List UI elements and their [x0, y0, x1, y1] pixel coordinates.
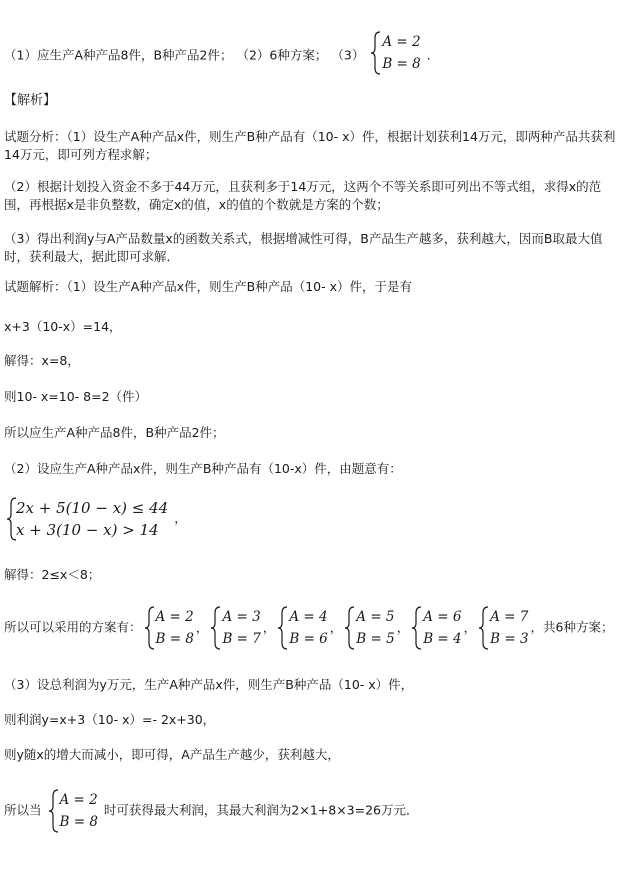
brace-icon: [478, 606, 490, 650]
plans-suffix: ，共6种方案；: [530, 619, 614, 635]
solution-s2: x+3（10-x）=14，: [4, 319, 122, 334]
plan-eq-a: A = 5: [356, 609, 395, 625]
solution-s11: 则y随x的增大而减小，即可得，A产品生产越少，获利越大，: [4, 747, 340, 762]
plan-eq-b: B = 5: [356, 631, 395, 647]
final-suffix: 时可获得最大利润，其最大利润为2×1+8×3=26万元．: [103, 802, 419, 818]
plan-eq-b: B = 6: [289, 631, 328, 647]
final-eq-a: A = 2: [59, 792, 98, 808]
inequality-end: ，: [174, 510, 187, 526]
solution-s5: 所以应生产A种产品8件，B种产品2件；: [4, 425, 225, 440]
solution-s6: （2）设应生产A种产品x件，则生产B种产品有（10-x）件，由题意有：: [4, 461, 402, 476]
plan-separator: ，: [329, 619, 343, 635]
plan-system: [411, 606, 461, 650]
solution-s3: 解得：x=8，: [4, 353, 80, 368]
solution-s9: （3）设总利润为y万元，生产A种产品x件，则生产B种产品（10- x）件，: [4, 677, 414, 692]
plan-eq-b: B = 7: [222, 631, 261, 647]
plan-eq-b: B = 3: [490, 631, 529, 647]
plan-system: [277, 606, 327, 650]
brace-icon: [6, 497, 18, 541]
plan-eq-a: A = 7: [490, 609, 529, 625]
plan-separator: ，: [396, 619, 410, 635]
brace-icon: [370, 31, 382, 75]
plan-system: [478, 606, 528, 650]
brace-icon: [210, 606, 222, 650]
plans-line: [4, 606, 614, 650]
final-prefix: 所以当: [4, 802, 42, 818]
analysis-p2: （2）根据计划投入资金不多于44万元，且获利多于14万元，这两个不等关系即可列出不等式组，求得x的范围，再根据x是非负整数，确定x的值，x的值的个数就是方案的个数；: [4, 179, 602, 212]
brace-icon: [344, 606, 356, 650]
brace-icon: [277, 606, 289, 650]
analysis-p3: （3）得出利润y与A产品数量x的函数关系式，根据增减性可得，B产品生产越多，获利越大，因而B取最大值时，获利最大，据此即可求解．: [4, 231, 603, 264]
brace-icon: [48, 789, 60, 833]
answer-part2: （2）6种方案；: [236, 47, 328, 63]
plans-list: [142, 609, 531, 647]
plan-system: [344, 606, 394, 650]
plan-eq-a: A = 3: [222, 609, 261, 625]
solution-s10: 则利润y=x+3（10- x）=- 2x+30，: [4, 712, 216, 727]
section-header: 【解析】: [4, 93, 57, 108]
inequality-system-line: [4, 497, 187, 541]
brace-icon: [411, 606, 423, 650]
plan-system: [144, 606, 194, 650]
answer-part1: （1）应生产A种产品8件，B种产品2件；: [4, 47, 233, 63]
final-eq-b: B = 8: [59, 814, 98, 830]
answer-part3: （3）: [331, 47, 365, 63]
plans-prefix: 所以可以采用的方案有：: [4, 619, 142, 635]
plan-separator: ，: [262, 619, 276, 635]
final-system: [48, 789, 98, 833]
plan-system: [210, 606, 260, 650]
analysis-p1: 试题分析：（1）设生产A种产品x件，则生产B种产品有（10- x）件，根据计划获利14万元，即两种产品共获利14万元，即可列方程求解；: [4, 129, 616, 162]
brace-icon: [144, 606, 156, 650]
inequality-1: 2x + 5(10 − x) ≤ 44: [16, 499, 169, 517]
final-line: [4, 789, 419, 833]
plan-eq-a: A = 4: [289, 609, 328, 625]
inequality-system: [6, 497, 168, 541]
plan-eq-a: A = 2: [155, 609, 194, 625]
solution-s7: 解得：2≤x＜8；: [4, 567, 101, 582]
plan-separator: ，: [195, 619, 209, 635]
plan-eq-b: B = 4: [423, 631, 462, 647]
answer-eq-a: A = 2: [382, 34, 421, 50]
plan-separator: ，: [463, 619, 477, 635]
answer-system: [370, 31, 420, 75]
answer-line: [4, 34, 431, 78]
answer-eq-b: B = 8: [382, 56, 421, 72]
plan-eq-b: B = 8: [155, 631, 194, 647]
inequality-2: x + 3(10 − x) > 14: [16, 521, 159, 539]
solution-s4: 则10- x=10- 8=2（件）: [4, 389, 148, 404]
plan-eq-a: A = 6: [423, 609, 462, 625]
answer-end: .: [426, 47, 431, 63]
solution-s1: 试题解析：（1）设生产A种产品x件，则生产B种产品（10- x）件，于是有: [4, 279, 413, 294]
